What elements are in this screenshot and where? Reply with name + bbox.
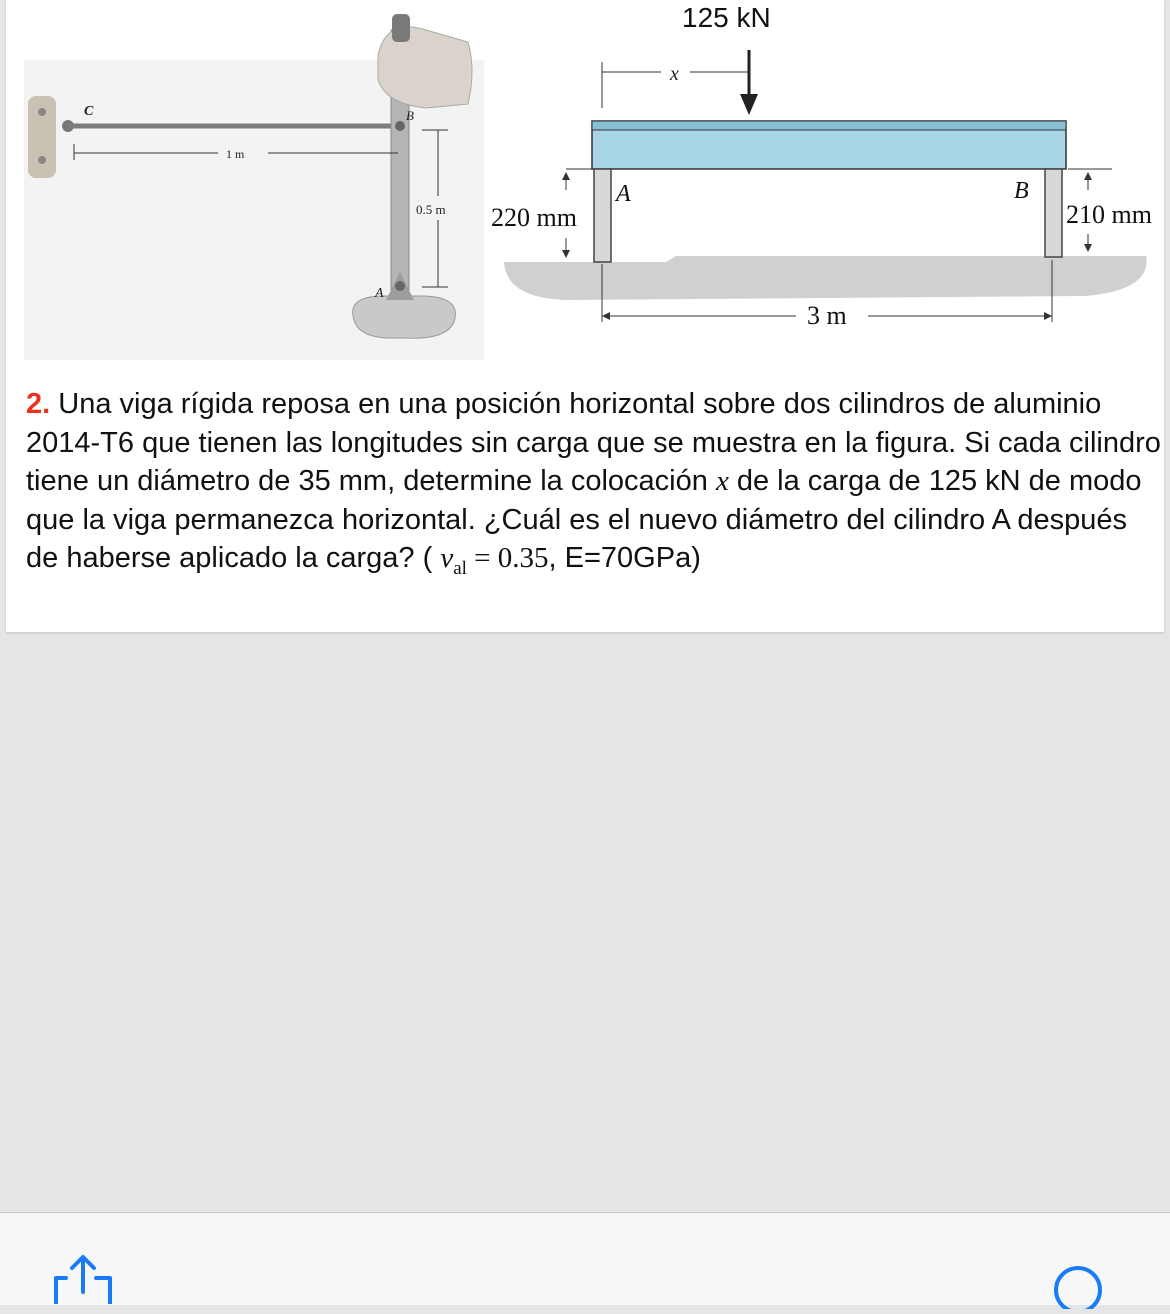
label-b-beam: B (1014, 178, 1029, 204)
bottom-toolbar (0, 1212, 1170, 1305)
dim-3m: 3 m (807, 301, 847, 330)
problem-statement (26, 385, 1164, 588)
beam-diagram (491, 2, 1152, 330)
label-b: B (406, 108, 414, 123)
share-icon (52, 1252, 116, 1304)
poisson-symbol: ν (440, 542, 454, 574)
problem-text-1: Una viga rígida reposa en una posición horizontal sobre dos cilindros de aluminio 2014-T6 que tienen las longitudes sin carga que se muestra en la figura. Si cada cilindro tiene un diámetro de 35 mm, determine la colocación (26, 388, 1161, 497)
hand (378, 27, 472, 108)
lever-photo (24, 14, 484, 360)
base-support (353, 296, 456, 338)
problem-var-x: x (715, 465, 729, 497)
document-card (6, 0, 1164, 632)
problem-text-2: de la carga de 125 kN de modo que la viga permanezca horizontal. ¿Cuál es el nuevo diámetro del cilindro A después de haberse aplicado la carga? ( (26, 465, 1142, 574)
pin-a (395, 281, 405, 291)
share-button[interactable] (52, 1252, 116, 1304)
label-c: C (84, 104, 94, 119)
dim-05m: 0.5 m (416, 202, 446, 217)
poisson-subscript: al (453, 557, 467, 579)
label-a-beam: A (616, 181, 631, 207)
x-label: x (670, 63, 679, 85)
load-label: 125 kN (682, 2, 771, 33)
problem-figure (6, 0, 1164, 370)
cylinder-b (1045, 169, 1062, 257)
dim-1m: 1 m (226, 147, 245, 161)
markup-button[interactable] (1052, 1263, 1104, 1309)
circle-icon (1052, 1263, 1104, 1309)
label-a: A (375, 286, 384, 301)
problem-number: 2. (26, 388, 51, 420)
problem-text-3: , E=70GPa) (548, 542, 701, 574)
dim-210: 210 mm (1066, 200, 1152, 229)
dim-220: 220 mm (491, 203, 577, 232)
cylinder-a (594, 169, 611, 262)
poisson-value: = 0.35 (466, 542, 549, 574)
